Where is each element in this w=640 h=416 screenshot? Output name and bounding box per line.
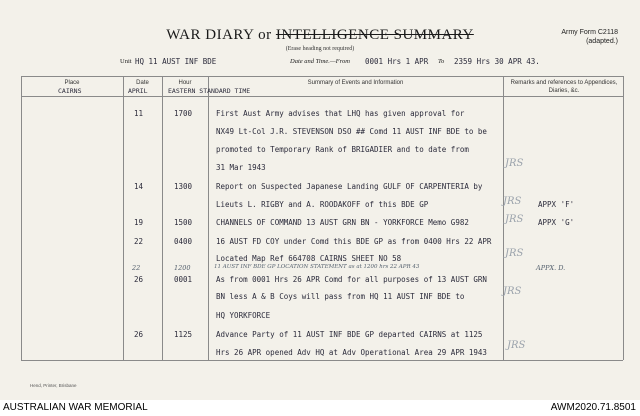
row-text: As from 0001 Hrs 26 APR Comd for all purposes of 13 AUST GRN: [216, 275, 487, 284]
initials-mark: JRS: [507, 340, 526, 351]
row-remark: APPX 'F': [538, 200, 575, 209]
printer-imprint: Hend, Printer, Brisbane: [30, 383, 77, 388]
col-header-hour: Hour: [178, 80, 192, 86]
initials-mark: JRS: [505, 214, 524, 225]
row-text: First Aust Army advises that LHQ has given approval for: [216, 109, 465, 118]
col-header-date: Date: [136, 80, 149, 86]
title-struck: INTELLIGENCE SUMMARY: [275, 27, 474, 43]
period-from: 0001 Hrs 1 APR: [365, 57, 429, 66]
row-text: Report on Suspected Japanese Landing GULF OF CARPENTERIA by: [216, 182, 483, 191]
col-header-remarks: Remarks and references to Appendices, Diaries, &c.: [510, 80, 618, 94]
archive-reference: AWM2020.71.8501: [550, 402, 636, 413]
period-to-label: To: [438, 58, 445, 65]
date-value: APRIL: [128, 87, 148, 95]
row-text: NX49 Lt-Col J.R. STEVENSON DSO ## Comd 11 AUST INF BDE to be: [216, 127, 487, 136]
row-text: CHANNELS OF COMMAND 13 AUST GRN BN - YORKFORCE Memo G982: [216, 218, 469, 227]
col-divider: [208, 76, 209, 360]
row-text: BN less A & B Coys will pass from HQ 11 AUST INF BDE to: [216, 292, 465, 301]
table-bottom-rule: [21, 360, 623, 361]
row-date: 19: [134, 218, 144, 227]
place-value: CAIRNS: [58, 87, 82, 95]
table-top-rule: [21, 76, 623, 77]
row-date: 26: [134, 275, 144, 284]
col-divider: [623, 76, 624, 360]
period-label: Date and Time.—From: [290, 58, 350, 65]
row-remark: APPX 'G': [538, 218, 575, 227]
row-date: 14: [134, 182, 144, 191]
row-hour: 0001: [174, 275, 193, 284]
form-number: [561, 28, 618, 46]
hour-value: EASTERN STANDARD TIME: [168, 87, 251, 95]
initials-mark: JRS: [503, 286, 522, 297]
handwritten-date: 22: [132, 264, 141, 272]
row-hour: 1500: [174, 218, 193, 227]
row-text: 31 Mar 1943: [216, 163, 266, 172]
col-divider: [123, 76, 124, 360]
row-text: Advance Party of 11 AUST INF BDE GP departed CAIRNS at 1125: [216, 330, 483, 339]
table-header-rule: [21, 96, 623, 97]
initials-mark: JRS: [505, 158, 524, 169]
row-text: Hrs 26 APR opened Adv HQ at Adv Operational Area 29 APR 1943: [216, 348, 487, 357]
archive-name: AUSTRALIAN WAR MEMORIAL: [3, 402, 148, 413]
row-text: 16 AUST FD COY under Comd this BDE GP as from 0400 Hrs 22 APR: [216, 237, 492, 246]
initials-mark: JRS: [503, 196, 522, 207]
col-divider: [21, 76, 22, 360]
form-adapted-label: (adapted.): [586, 38, 618, 45]
row-text: HQ YORKFORCE: [216, 311, 271, 320]
diary-title: [0, 27, 640, 44]
row-text: Located Map Ref 664708 CAIRNS SHEET NO 58: [216, 254, 402, 263]
row-hour: 0400: [174, 237, 193, 246]
col-divider: [503, 76, 504, 360]
handwritten-hour: 1200: [174, 264, 191, 272]
col-divider: [162, 76, 163, 360]
row-date: 22: [134, 237, 144, 246]
row-date: 11: [134, 109, 144, 118]
initials-mark: JRS: [505, 248, 524, 259]
title-prefix: WAR DIARY or: [166, 27, 272, 43]
unit-label: Unit: [120, 58, 132, 65]
title-subtitle: (Erase heading not required): [285, 46, 355, 52]
handwritten-remark: APPX. D.: [536, 264, 566, 272]
col-header-summary: Summary of Events and Information: [307, 80, 404, 86]
row-hour: 1300: [174, 182, 193, 191]
form-number-label: Army Form C2118: [561, 29, 618, 36]
row-hour: 1700: [174, 109, 193, 118]
row-date: 26: [134, 330, 144, 339]
row-text: promoted to Temporary Rank of BRIGADIER and to date from: [216, 145, 469, 154]
unit-value: HQ 11 AUST INF BDE: [135, 57, 217, 66]
archive-footer: [0, 400, 640, 416]
col-header-place: Place: [64, 80, 80, 86]
row-hour: 1125: [174, 330, 193, 339]
handwritten-text: 11 AUST INF BDE GP LOCATION STATEMENT as at 1200 hrs 22 APR 43: [214, 264, 420, 270]
row-text: Lieuts L. RIGBY and A. ROODAKOFF of this BDE GP: [216, 200, 429, 209]
period-to: 2359 Hrs 30 APR 43.: [454, 57, 540, 66]
